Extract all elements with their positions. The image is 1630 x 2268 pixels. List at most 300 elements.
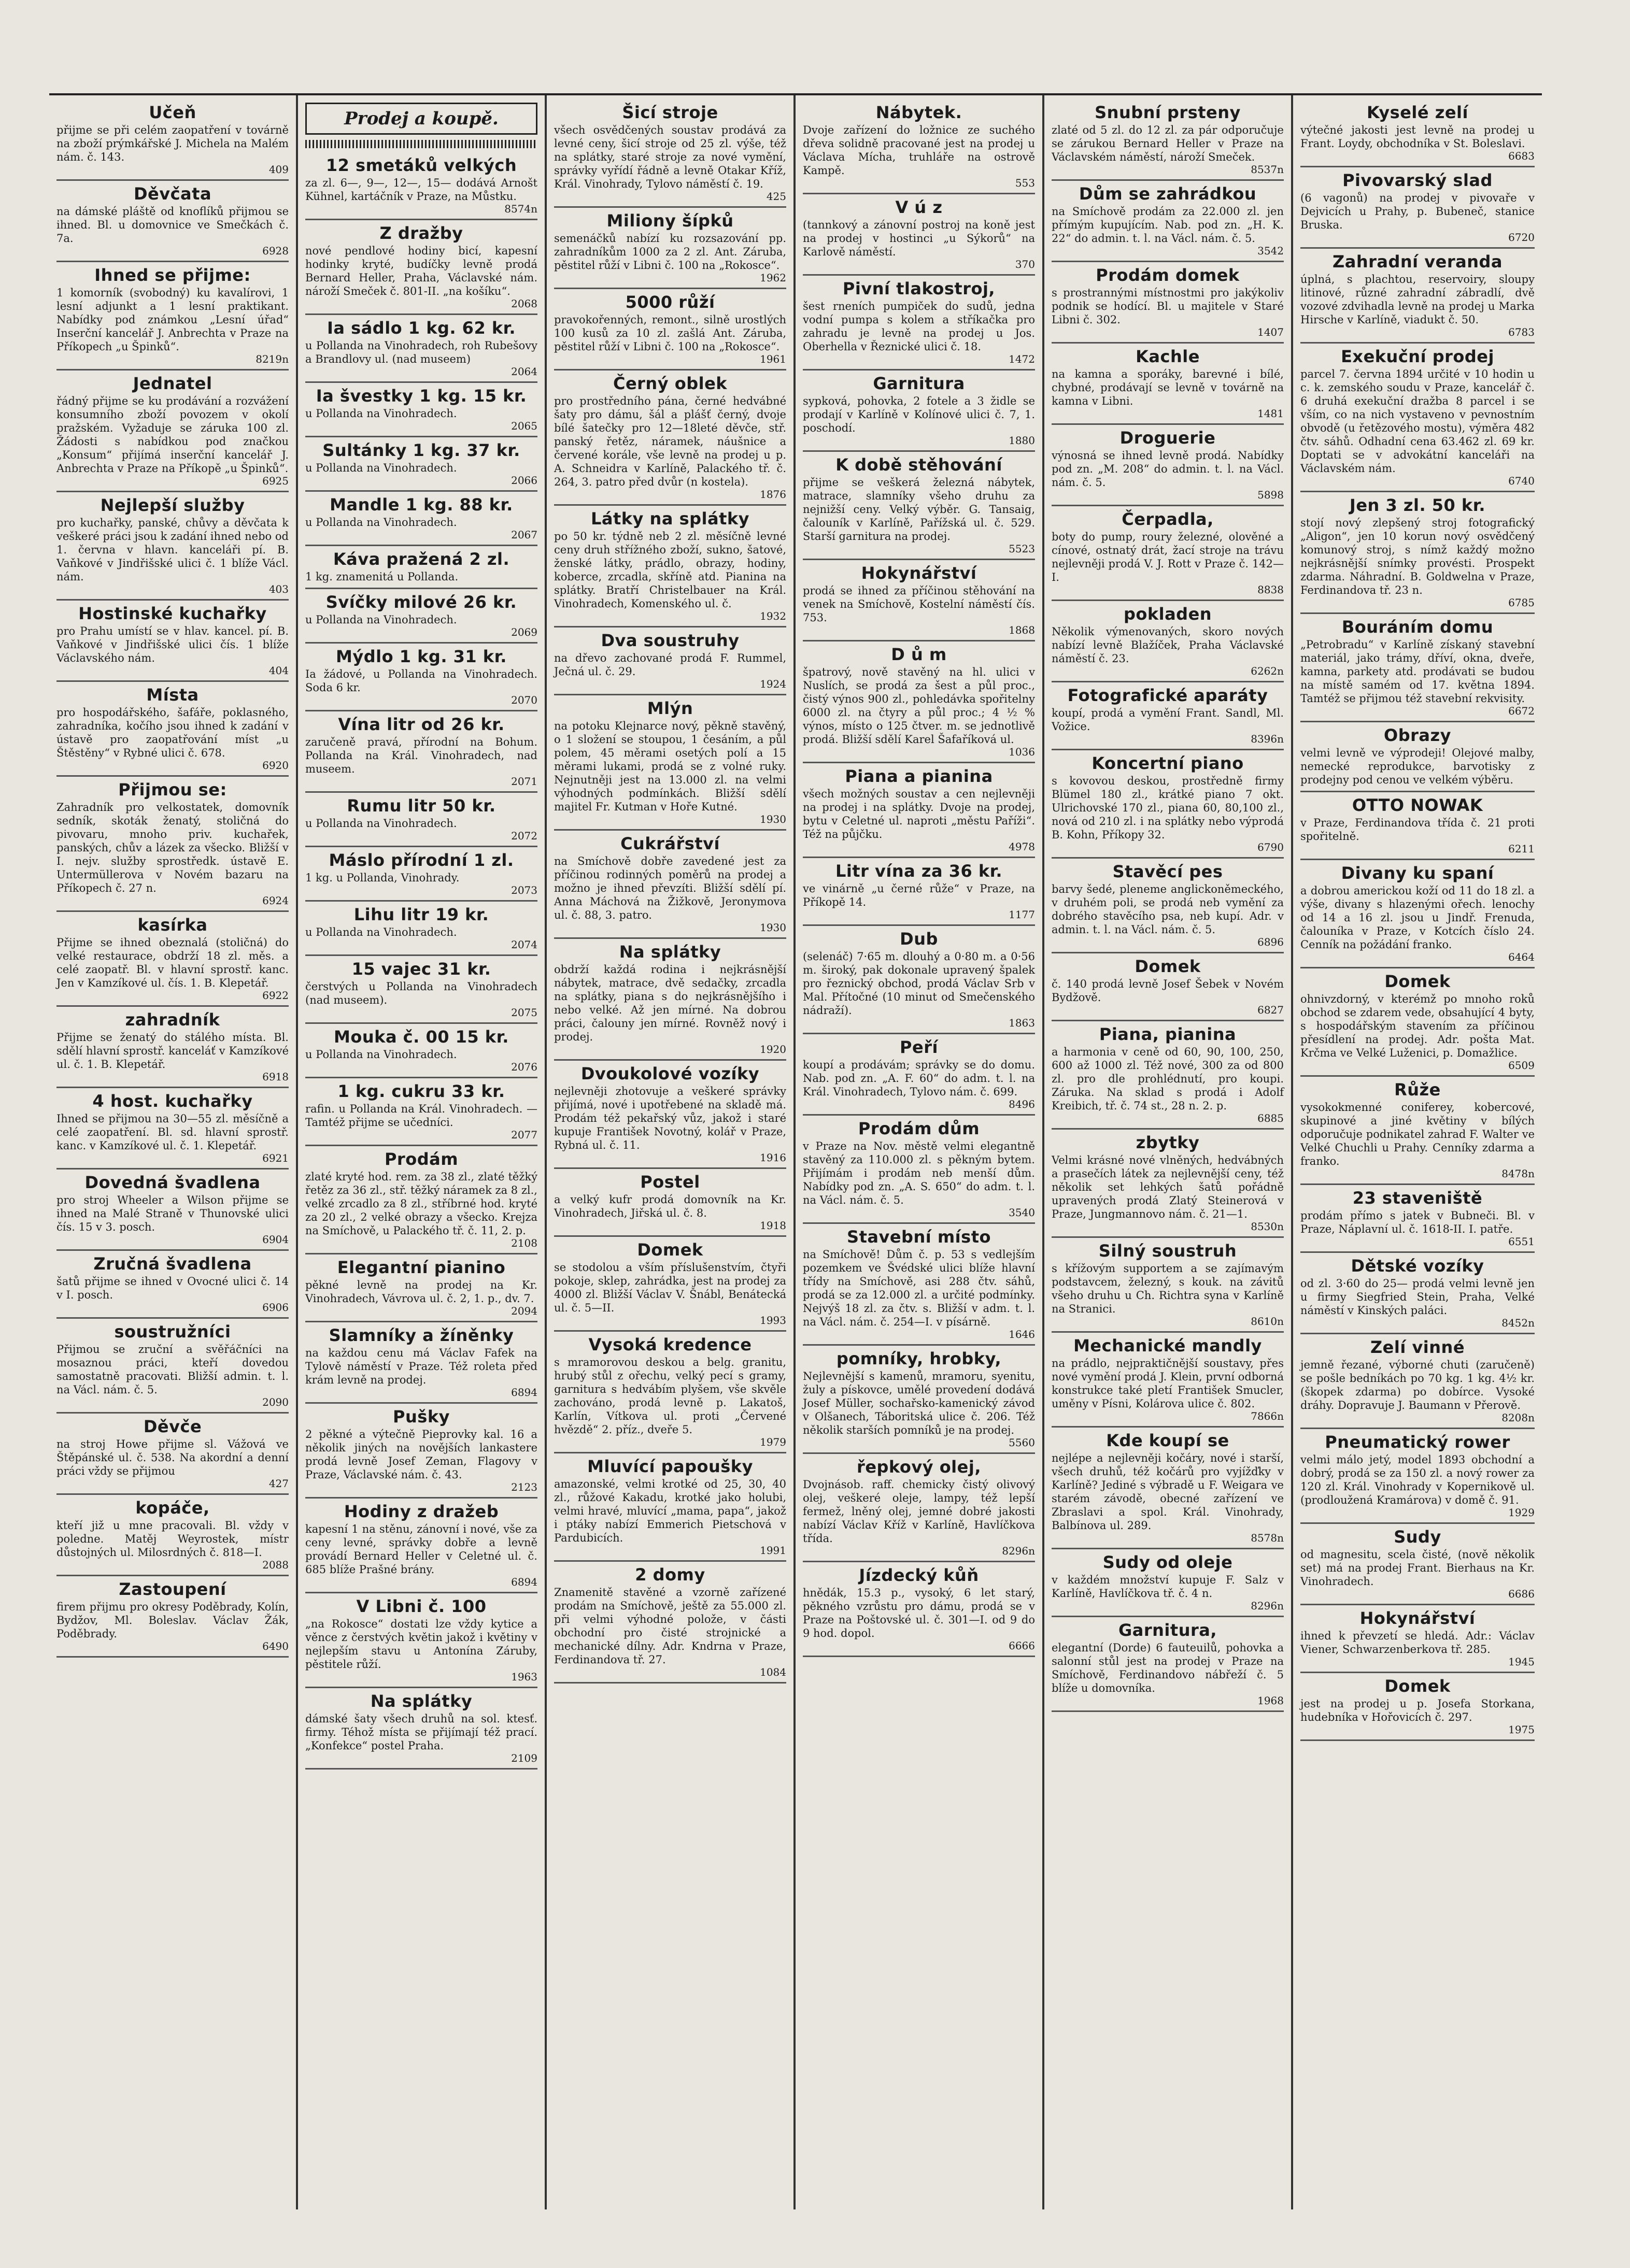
ad-body: řádný přijme se ku prodávání a rozvážení konsumního zboží povozem v okolí pražském. Vyžaduje se záruka 100 zl. Žádosti s nabídkou pod značkou „Konsum“ přijímá inserční kancelář J. Anbrechta v Praze na Příkopě „u Špinků“.	[56, 395, 289, 475]
ad-body: Dvoje zařízení do ložnice ze suchého dřeva solidně pracované jest na prodej u Václava Mícha, truhláře na ostrově Kampě.	[803, 124, 1035, 177]
ad-title: 12 smetáků velkých	[325, 155, 517, 175]
ad-title: Nejlepší služby	[100, 495, 245, 515]
classified-ad	[1300, 1429, 1535, 1524]
ad-body: prodá se ihned za příčinou stěhování na venek na Smíchově, Kostelní náměstí čís. 753.	[803, 584, 1035, 624]
ad-body: všech možných soustav a cen nejlevněji na prodej i na splátky. Dvoje na prodej, bytu v Celetné ul. naproti „městu Paříži“. Též na půjčku.	[803, 788, 1035, 840]
ad-body: (6 vagonů) na prodej v pivovaře v Dejvicích u Prahy, p. Bubeneč, stanice Bruska.	[1300, 192, 1535, 231]
ad-title: Dovedná švadlena	[84, 1173, 261, 1192]
ad-title: Piana, pianina	[1099, 1024, 1237, 1044]
ad-body: elegantní (Dorde) 6 fauteuilů, pohovka a salonní stůl jest na prodej v Praze na Smíchově, Ferdinandovo nábřeží č. 5 blíže u domovníka.	[1052, 1642, 1284, 1694]
ad-title: Na splátky	[619, 942, 721, 962]
ad-body: a velký kufr prodá domovník na Kr. Vinohradech, Jiřská ul. č. 8.	[554, 1193, 786, 1219]
classified-ad	[56, 1251, 289, 1319]
ad-number: 6672	[1508, 705, 1535, 717]
ad-title: Domek	[1384, 972, 1451, 991]
ad-body: v Praze na Nov. městě velmi elegantně stavěný za 110.000 zl. s pěkným bytem. Přijímám i prodám neb menší dům. Nabídky pod zn. „A. S. 650“ do adm. t. l. na Václ. nám. č. 5.	[803, 1140, 1035, 1206]
classified-ad	[1052, 1130, 1284, 1238]
ad-title: Mouka č. 00 15 kr.	[334, 1027, 509, 1047]
ad-title: Hokynářství	[861, 563, 977, 583]
classified-ad	[1300, 1524, 1535, 1605]
ad-number: 1962	[760, 272, 786, 284]
ad-body: na potoku Klejnarce nový, pěkně stavěný, o 1 složení se stoupou, 1 česáním, a půl polem, 45 měrami osetých polí a 15 měrami lukami, prodá se z volné ruky. Nejnutněji jest na 13.000 zl. na velmi výhodných podmínkách. Bližší sdělí majitel Fr. Kutman v Hoře Kutné.	[554, 720, 786, 813]
ad-body: Znamenitě stavěné a vzorně zařízené prodám na Smíchově, ještě za 55.000 zl. při velmi výhodné polože, v části obchodní pro čisté strojnické a mechanické dílny. Adr. Kndrna v Praze, Ferdinandova tř. 27.	[554, 1586, 786, 1666]
classified-ad	[1052, 506, 1284, 601]
classified-ad	[1300, 1334, 1535, 1429]
classified-ad	[554, 939, 786, 1061]
ad-body: pěkné levně na prodej na Kr. Vinohradech, Vávrova ul. č. 2, 1. p., dv. 7.	[305, 1279, 537, 1305]
classified-ad	[803, 641, 1035, 763]
ad-title: Miliony šípků	[606, 211, 734, 231]
classified-ad	[803, 1346, 1035, 1454]
ad-body: zaručeně pravá, přírodní na Bohum. Pollanda na Král. Vinohradech, nad museem.	[305, 736, 537, 775]
ad-number: 5560	[1009, 1436, 1035, 1449]
ad-body: přijme se veškerá železná nábytek, matrace, slamníky všeho druhu za nejnižší ceny. Velký výběr. G. Tansaig, čalouník v Karlíně, Pařížská ul. č. 529. Starší garnitura na prodej.	[803, 476, 1035, 543]
ad-title: Piana a pianina	[845, 766, 993, 786]
ad-number: 6924	[262, 894, 289, 907]
ad-number: 3542	[1257, 245, 1284, 257]
ad-number: 2123	[511, 1481, 537, 1493]
ad-title: Pušky	[393, 1407, 450, 1427]
classified-ad	[305, 793, 537, 847]
ad-title: Na splátky	[370, 1691, 473, 1711]
ad-title: Máslo přírodní 1 zl.	[329, 850, 514, 870]
ad-body: pro prostředního pána, černé hedvábné šaty pro dámu, šál a plášť černý, dvoje bílé šatečky pro 12—18leté děvče, stř. panský řetěz, náramek, náušnice a červené korále, vše levně na prodej u p. A. Schneidra v Karlíně, Palackého tř. č. 264, 3. patro před dvůr (n kostela).	[554, 395, 786, 488]
ad-title: Peří	[900, 1037, 938, 1057]
ad-title: Mandle 1 kg. 88 kr.	[330, 495, 513, 515]
classified-ad	[1300, 249, 1535, 344]
ad-title: Čerpadla,	[1122, 509, 1214, 529]
classified-ad	[803, 1116, 1035, 1224]
ad-number: 6885	[1257, 1112, 1284, 1124]
ad-body: šest rneních pumpiček do sudů, jedna vodní pumpa s kolem a stříkačka pro zahradu je levně na prodej u Jos. Oberhella v Řeznické ulici č. 18.	[803, 300, 1035, 353]
section-header: Prodej a koupě.	[305, 103, 537, 135]
ad-body: na dřevo zachované prodá F. Rummel, Ječná ul. č. 29.	[554, 652, 786, 678]
ad-body: od zl. 3·60 do 25— prodá velmi levně jen u firmy Siegfried Stein, Praha, Velké náměstí v Kinských paláci.	[1300, 1277, 1535, 1317]
classified-ad	[1300, 792, 1535, 860]
ad-title: Ihned se přijme:	[94, 265, 251, 285]
ad-body: pro kuchařky, panské, chůvy a děvčata k veškeré práci jsou k zadání ihned nebo od 1. června v hlavn. kanceláři pí. B. Vaňkové v Jindřišské ulici č. 1 blíže Václ. nám.	[56, 517, 289, 583]
ad-title: Bouráním domu	[1341, 617, 1494, 637]
ad-body: výtečné jakosti jest levně na prodej u Frant. Loydy, obchodníka v St. Boleslavi.	[1300, 124, 1535, 150]
ad-number: 403	[268, 583, 289, 595]
classified-ad	[554, 370, 786, 506]
ad-body: obdrží každá rodina i nejkrásnější nábytek, matrace, dvě sedačky, zrcadla na splátky, piana s do nejkrásnějšího i nebo velké. Až jen mírné. Na dobrou práci, čalouny jen mírné. Rovněž nový i prodej.	[554, 963, 786, 1043]
ad-body: na stroj Howe přijme sl. Vážová ve Štěpánské ul. č. 538. Na akordní a denní práci vždy se přijmou	[56, 1438, 289, 1477]
ad-number: 6211	[1508, 843, 1535, 855]
ad-number: 2109	[511, 1752, 537, 1764]
column-2	[298, 95, 547, 2209]
ad-title: Zahradní veranda	[1333, 252, 1503, 272]
ad-body: za zl. 6—, 9—, 12—, 15— dodává Arnošt Kühnel, kartáčník v Praze, na Můstku.	[305, 177, 537, 203]
ad-body: všech osvědčených soustav prodává za levné ceny, šicí stroje od 25 zl. výše, též na splátky, staré stroje za nové vymění, správky vyřídí řádně a levně Otakar Kříž, Král. Vinohrady, Tylovo náměstí č. 19.	[554, 124, 786, 190]
ad-body: Několik výmenovaných, skoro nových nabízí levně Blažíček, Praha Václavské náměstí č. 23.	[1052, 625, 1284, 665]
classified-ad	[56, 682, 289, 777]
ad-number: 2077	[511, 1129, 537, 1141]
ad-body: na prádlo, nejpraktičnější soustavy, přes nové vymění prodá J. Klein, první odborná konstrukce také pletí František Smucler, uměny v Písni, Kolárova ulice č. 802.	[1052, 1357, 1284, 1410]
classified-ad	[1300, 1185, 1535, 1253]
ad-number: 6490	[262, 1640, 289, 1652]
classified-ad	[1300, 1253, 1535, 1334]
ad-title: pomníky, hrobky,	[836, 1349, 1002, 1368]
ad-number: 6928	[262, 245, 289, 257]
ad-body: Ia žádové, u Pollanda na Vinohradech. Soda 6 kr.	[305, 668, 537, 694]
ad-title: Mlýn	[647, 698, 693, 718]
classified-ad	[305, 220, 537, 315]
ad-body: u Pollanda na Vinohradech.	[305, 817, 457, 830]
ad-title: řepkový olej,	[857, 1457, 981, 1477]
ad-title: 1 kg. cukru 33 kr.	[337, 1081, 505, 1101]
ad-body: u Pollanda na Vinohradech, roh Rubešovy a Brandlovy ul. (nad museem)	[305, 339, 537, 365]
ad-number: 6827	[1257, 1004, 1284, 1016]
ad-number: 370	[1015, 258, 1035, 270]
ad-number: 6894	[511, 1386, 537, 1399]
classified-ad	[1300, 968, 1535, 1077]
ad-number: 2073	[511, 884, 537, 896]
ad-number: 427	[268, 1477, 289, 1490]
ad-body: úplná, s plachtou, reservoiry, sloupy litinové, různé zahradní zábradlí, dvě vozové zdvihadla levně na prodej u Marka Hirsche v Karlíně, viadukt č. 50.	[1300, 273, 1535, 326]
ad-title: Domek	[637, 1240, 703, 1260]
classified-ad	[1052, 1617, 1284, 1712]
classified-ad	[305, 1254, 537, 1322]
ad-body: semenáčků nabízí ku rozsazování pp. zahradníkům 1000 za 2 zl. Ant. Záruba, pěstitel růží v Libni č. 100 na „Rokosce“.	[554, 232, 786, 272]
ad-number: 2090	[262, 1396, 289, 1408]
ad-title: Kachle	[1136, 347, 1200, 366]
ad-body: nejlevněji zhotovuje a veškeré správky přijímá, nové i upotřebené na skladě má. Prodám též pekařský vůz, jakož i staré kupuje František Novotný, kolář v Praze, Rybná ul. č. 11.	[554, 1085, 786, 1151]
ad-title: 4 host. kuchařky	[92, 1091, 253, 1111]
classified-ad	[56, 181, 289, 262]
ad-title: Garnitura	[873, 374, 965, 393]
ad-number: 6790	[1257, 841, 1284, 853]
classified-ad	[56, 370, 289, 492]
ad-number: 6686	[1508, 1588, 1535, 1600]
classified-ad	[1300, 1077, 1535, 1185]
ad-number: 8838	[1257, 583, 1284, 596]
ad-body: 1 kg. znamenitá u Pollanda.	[305, 570, 459, 583]
ad-body: „na Rokosce“ dostati lze vždy kytice a věnce z čerstvých květin jakož i květiny v nejlepším stavu u Antonína Záruby, pěstitele růží.	[305, 1618, 537, 1671]
ad-number: 1646	[1009, 1328, 1035, 1340]
ad-body: Přijmou se zruční a svěřáčníci na mosaznou práci, kteří dovedou samostatně pracovati. Bližší admin. t. l. na Václ. nám. č. 5.	[56, 1343, 289, 1396]
classified-ad	[56, 1414, 289, 1495]
ad-number: 2075	[511, 1006, 537, 1019]
ad-number: 2066	[511, 474, 537, 487]
ad-title: Mýdlo 1 kg. 31 kr.	[336, 647, 507, 666]
classified-ad	[305, 644, 537, 711]
ad-body: na Smíchově dobře zavedené jest za příčinou rodinných poměrů na prodej a možno je ihned převzíti. Bližší sdělí pí. Anna Máchová na Žižkově, Jeronymova ul. č. 88, 3. patro.	[554, 855, 786, 921]
ad-number: 7866n	[1251, 1410, 1284, 1422]
ad-number: 2088	[262, 1559, 289, 1571]
classified-ad	[1052, 859, 1284, 953]
ad-number: 8530n	[1251, 1220, 1284, 1233]
ad-number: 2071	[511, 775, 537, 788]
ad-body: s mramorovou deskou a belg. granitu, hrubý stůl z ořechu, velký pecí s gramy, garnitura s hedvábím plyšem, vše skvěle zachováno, prodá levně p. Lakatoš, Karlín, Vítkova ul. proti „Červené hvězdě“ 2. příz., dveře 5.	[554, 1356, 786, 1436]
classified-ad	[803, 276, 1035, 370]
ad-number: 1472	[1009, 353, 1035, 365]
classified-ad	[554, 831, 786, 939]
classified-ad	[56, 1319, 289, 1414]
ad-number: 1407	[1257, 326, 1284, 338]
classified-ad	[1300, 1605, 1535, 1673]
ad-number: 1918	[760, 1219, 786, 1232]
ad-body: pro stroj Wheeler a Wilson přijme se ihned na Malé Straně v Thunovské ulici čís. 15 v 3. posch.	[56, 1194, 289, 1233]
classified-ad	[305, 956, 537, 1024]
ad-title: Domek	[1384, 1676, 1451, 1696]
ad-body: na dámské pláště od knoflíků přijmou se ihned. Bl. u domovnice ve Smečkách č. 7a.	[56, 205, 289, 245]
ad-body: barvy šedé, pleneme anglickoněmeckého, v druhém poli, se prodá neb vymění za dobrého stavěcího psa, neb kupí. Adr. v admin. t. l. na Václ. nám. č. 5.	[1052, 883, 1284, 936]
ad-body: na každou cenu má Václav Fafek na Tylově náměstí v Praze. Též roleta před krám levně na prodej.	[305, 1347, 537, 1386]
ad-title: Ia švestky 1 kg. 15 kr.	[316, 386, 527, 406]
ad-number: 1932	[760, 610, 786, 622]
ad-body: u Pollanda na Vinohradech.	[305, 407, 457, 420]
ad-title: Kde koupí se	[1106, 1431, 1229, 1450]
classified-ad	[554, 1562, 786, 1684]
classified-ad	[803, 1562, 1035, 1657]
ad-title: 15 vajec 31 kr.	[351, 959, 491, 979]
ad-number: 553	[1015, 177, 1035, 189]
ad-title: Hodiny z dražeb	[344, 1502, 499, 1521]
ad-title: Kyselé zelí	[1367, 103, 1468, 122]
classified-ad	[56, 1576, 289, 1658]
classified-ad	[554, 627, 786, 695]
ad-body: nejlépe a nejlevněji kočáry, nové i starší, všech druhů, též kočárů pro vyjížďky v Karlíně? Jediné s výbradě u F. Weigara ve starém závodě, obecné zařízení ve Zbraslavi a spol. Král. Vinohrady, Balbínova ul. 289.	[1052, 1452, 1284, 1532]
ad-number: 2067	[511, 529, 537, 541]
ad-title: Sudy	[1394, 1527, 1441, 1547]
classified-ad	[305, 1146, 537, 1254]
column-3	[547, 95, 796, 2209]
ad-body: zlaté od 5 zl. do 12 zl. za pár odporučuje se zárukou Bernard Heller v Praze na Václavském náměstí, nároží Smeček.	[1052, 124, 1284, 163]
classified-ad	[1052, 1428, 1284, 1549]
ad-title: OTTO NOWAK	[1352, 795, 1483, 815]
ad-number: 6740	[1508, 475, 1535, 487]
ad-title: Nábytek.	[875, 103, 962, 122]
ad-number: 2070	[511, 694, 537, 706]
ad-title: Silný soustruh	[1098, 1241, 1237, 1261]
ad-body: od magnesitu, scela čisté, (nově několik set) má na prodej Frant. Bierhaus na Kr. Vinohradech.	[1300, 1548, 1535, 1588]
ad-number: 8610n	[1251, 1315, 1284, 1328]
ad-body: prodám přímo s jatek v Bubneči. Bl. v Praze, Náplavní ul. č. 1618-II. I. patře.	[1300, 1209, 1535, 1235]
classified-ad	[803, 763, 1035, 858]
ad-body: Velmi krásné nové vlněných, hedvábných a prasečích látek za nejlevnější ceny, též několik set lehkých šatů pořádně upravených prodá Zlatý Steinerová v Praze, Jungmannovo nám. č. 21—1.	[1052, 1154, 1284, 1220]
classified-ad	[803, 858, 1035, 926]
classified-ad	[305, 1322, 537, 1404]
ad-title: Káva pražená 2 zl.	[333, 549, 510, 569]
classified-ad	[554, 208, 786, 289]
ad-body: přijme se při celém zaopatření v továrně na zboží prýmkářské J. Michela na Malém nám. č. 143.	[56, 124, 289, 163]
ad-body: Přijme se ženatý do stálého místa. Bl. sdělí hlavní sprostř. kanceláť v Kamzíkové ul. č. 1. B. Klepetář.	[56, 1031, 289, 1071]
ad-number: 1924	[760, 678, 786, 690]
classified-ad	[1300, 99, 1535, 167]
ad-title: Šicí stroje	[622, 103, 718, 122]
ad-body: výnosná se ihned levně prodá. Nabídky pod zn. „M. 208“ do admin. t. l. na Václ. nám. č. 5.	[1052, 449, 1284, 489]
classified-ad	[305, 589, 537, 644]
ad-number: 6906	[262, 1301, 289, 1314]
ad-number: 2108	[511, 1237, 537, 1249]
ad-body: pro Prahu umístí se v hlav. kancel. pí. B. Vaňkové v Jindřišské ulici čís. 1 blíže Václavského nám.	[56, 625, 289, 664]
classified-ad	[56, 1007, 289, 1088]
ad-body: ve vinárně „u černé růže“ v Praze, na Příkopě 14.	[803, 882, 1035, 908]
ad-number: 1481	[1257, 407, 1284, 420]
ad-body: ihned k převzetí se hledá. Adr.: Václav Viener, Schwarzenberkova tř. 285.	[1300, 1630, 1535, 1656]
ad-title: Jízdecký kůň	[859, 1565, 979, 1585]
classified-ad	[305, 437, 537, 492]
classified-ad	[305, 1404, 537, 1499]
ad-number: 1993	[760, 1314, 786, 1326]
ad-title: Lihu litr 19 kr.	[353, 905, 489, 924]
ad-title: Garnitura,	[1118, 1620, 1217, 1640]
ad-body: s prostrannými místnostmi pro jakýkoliv podnik se hodící. Bl. u majitele v Staré Libni č. 302.	[1052, 287, 1284, 326]
ad-body: pro hospodářského, šafáře, poklasného, zahradníka, kočího jsou ihned k zadání v ústavě pro zaopatřování míst „u Štěstěny“ v Rybné ulici č. 678.	[56, 706, 289, 759]
ad-body: stojí nový zlepšený stroj fotografický „Aligon“, jen 10 korun nový osvědčený komunový stroj, s nímž každý možno nejkrásnější snímky provésti. Prospekt zdarma. Náhradní. B. Goldwelna v Praze, Ferdinandova tř. 23 n.	[1300, 517, 1535, 596]
ad-body: koupí a prodávám; správky se do domu. Nab. pod zn. „A. F. 60“ do adm. t. l. na Král. Vinohradech, Tylovo nám. č. 699.	[803, 1059, 1035, 1098]
ad-number: 1868	[1009, 624, 1035, 636]
classified-ad	[56, 1169, 289, 1251]
ad-number: 6896	[1257, 936, 1284, 948]
ad-number: 2074	[511, 938, 537, 951]
ad-title: soustružníci	[114, 1322, 231, 1342]
ad-body: po 50 kr. týdně neb 2 zl. měsíčně levné ceny druh střížného zboží, sukno, šatové, ženské látky, prádlo, obrazy, hodiny, koberce, zrcadla, skříně atd. Pianina na splátky. Bratří Christelbauer na Král. Vinohradech, Komenského ul. č.	[554, 530, 786, 610]
ad-title: Sudy od oleje	[1102, 1552, 1233, 1572]
ad-number: 2076	[511, 1061, 537, 1073]
ad-title: Pivovarský slad	[1342, 170, 1493, 190]
ad-title: V ú z	[895, 197, 943, 217]
ad-title: Z dražby	[379, 223, 463, 243]
ad-number: 8496	[1009, 1098, 1035, 1110]
ad-number: 6921	[262, 1152, 289, 1164]
classified-ad	[1052, 1021, 1284, 1130]
classified-ad	[554, 506, 786, 627]
ad-body: hnědák, 15.3 p., vysoký, 6 let starý, pěkného vzrůstu pro dámu, prodá se v Praze na Poštovské ul. č. 301—I. od 9 do 9 hod. dopol.	[803, 1587, 1035, 1639]
ad-body: velmi levně ve výprodeji! Olejové malby, nemecké reprodukce, barvotisky z prodejny pod cenou ve velkém výběru.	[1300, 747, 1535, 786]
ad-title: Děvčata	[133, 184, 212, 204]
ad-number: 1920	[760, 1043, 786, 1055]
ad-body: Dvojnásob. raff. chemicky čistý olivový olej, veškeré oleje, lampy, též lepší fermež, lněný olej, jemné dobré jakosti nabízí Václav Kříž v Karlíně, Havlíčkova třída.	[803, 1478, 1035, 1545]
ad-number: 3540	[1009, 1206, 1035, 1219]
classified-ad	[554, 99, 786, 208]
ad-title: Zastoupení	[119, 1579, 226, 1599]
ad-body: s kovovou deskou, prostředně firmy Blümel 180 zl., krátké piano 7 okt. Ulrichovské 170 zl., piana 60, 80,100 zl., nová od 210 zl. i na splátky nebo výprodá B. Kohn, Příkopy 32.	[1052, 775, 1284, 841]
ad-number: 6920	[262, 759, 289, 772]
ad-number: 1945	[1508, 1656, 1535, 1668]
ad-number: 6783	[1508, 326, 1535, 338]
column-5	[1044, 95, 1293, 2209]
classified-ad	[1300, 722, 1535, 792]
ad-body: u Pollanda na Vinohradech.	[305, 516, 457, 529]
classified-ad	[305, 711, 537, 793]
ad-number: 1880	[1009, 434, 1035, 447]
column-1	[49, 95, 298, 2209]
ad-body: Nejlevnější s kamenů, mramoru, syenitu, žuly a pískovce, umělé provedení dodává Josef Müller, sochařsko-kamenický závod v Olšanech, Táboritská ulice č. 206. Též několik starších pomníků je na prodej.	[803, 1370, 1035, 1436]
ad-body: v Praze, Ferdinandova třída č. 21 proti spořitelně.	[1300, 817, 1535, 843]
ad-number: 1975	[1508, 1723, 1535, 1736]
ad-body: na Smíchově prodám za 22.000 zl. jen přímým kupujícím. Nab. pod zn. „H. K. 22“ do admin. t. l. na Václ. nám. č. 5.	[1052, 205, 1284, 245]
ad-title: zbytky	[1136, 1133, 1200, 1152]
ad-title: 23 staveniště	[1352, 1188, 1483, 1208]
ad-title: Ia sádlo 1 kg. 62 kr.	[327, 318, 516, 338]
ad-title: Rumu litr 50 kr.	[347, 796, 496, 816]
classified-ad	[56, 601, 289, 682]
classified-ad	[1052, 344, 1284, 425]
ad-number: 5898	[1257, 489, 1284, 501]
ad-number: 5523	[1009, 543, 1035, 555]
ad-number: 1963	[511, 1671, 537, 1683]
classified-ad	[56, 262, 289, 370]
ad-title: Stavební místo	[847, 1227, 991, 1247]
ad-title: Obrazy	[1384, 725, 1451, 745]
header-rule	[305, 140, 537, 148]
ad-body: rafin. u Pollanda na Král. Vinohradech. — Tamtéž přijme se učedníci.	[305, 1103, 537, 1129]
classified-ad	[305, 847, 537, 902]
ad-number: 8537n	[1251, 163, 1284, 176]
ad-body: velmi málo jetý, model 1893 obchodní a dobrý, prodá se za 150 zl. a nový rower za 120 zl. Král. Vinohrady v Kopernikově ul. (prodloužená Kramárova) v domě č. 91.	[1300, 1453, 1535, 1506]
ad-title: Domek	[1135, 957, 1201, 976]
ad-number: 2068	[511, 297, 537, 310]
classified-ad	[56, 492, 289, 601]
ad-body: firem přijmu pro okresy Poděbrady, Kolín, Bydžov, Ml. Boleslav. Václav Žák, Poděbrady.	[56, 1601, 289, 1640]
ad-title: V Libni č. 100	[356, 1596, 487, 1616]
ad-body: kteří již u mne pracovali. Bl. vždy v poledne. Matěj Weyrostek, místr důstojných ul. Milosrdných č. 818—I.	[56, 1519, 289, 1559]
ad-body: (tannkový a zánovní postroj na koně jest na prodej v hostinci „u Sýkorů“ na Karlově náměstí.	[803, 219, 1035, 258]
ad-number: 1876	[760, 488, 786, 501]
classified-ad	[56, 1088, 289, 1169]
classified-ad	[1052, 1238, 1284, 1333]
ad-number: 8452n	[1501, 1317, 1535, 1329]
ad-number: 1916	[760, 1151, 786, 1164]
ad-title: D ů m	[891, 645, 947, 664]
ad-body: nové pendlové hodiny bicí, kapesní hodinky kryté, budíčky levně prodá Bernard Heller, Praha, Václavské nám. nároží Smeček č. 801-II. „na košíku“.	[305, 245, 537, 297]
ad-body: vysokokmenné coniferey, kobercové, skupinové a jiné květiny v bílých odporučuje podnikatel zahrad F. Walter ve Velké Chuchli u Prahy. Cenníky zdarma a franko.	[1300, 1101, 1535, 1167]
classified-ad	[1052, 99, 1284, 181]
ad-body: v každém množství kupuje F. Salz v Karlíně, Havlíčkova tř. č. 4 n.	[1052, 1574, 1284, 1600]
ad-number: 1084	[760, 1666, 786, 1678]
ad-body: u Pollanda na Vinohradech.	[305, 462, 457, 474]
ad-title: Slamníky a žíněnky	[329, 1325, 514, 1345]
ad-number: 8296n	[1002, 1545, 1035, 1557]
classified-ad	[305, 902, 537, 956]
ad-title: Jednatel	[133, 374, 212, 393]
classified-ad	[803, 452, 1035, 560]
ad-body: ohnivzdorný, v kterémž po mnoho roků obchod se zdarem vede, obsahující 4 byty, s hospodářským stavením za příčinou přesídlení na prodej. Adr. pošta Mat. Krčma ve Velké Luženici, p. Domažlice.	[1300, 993, 1535, 1059]
ad-number: 1979	[760, 1436, 786, 1448]
classified-ad	[1052, 425, 1284, 506]
ad-number: 6922	[262, 989, 289, 1002]
classified-ad	[305, 546, 537, 589]
ad-body: s křížovým supportem a se zajímavým podstavcem, železný, s kouk. na závitů všeho druhu u Ch. Richtra syna v Karlíně na Stranici.	[1052, 1262, 1284, 1315]
classified-ad	[56, 1495, 289, 1576]
ad-body: č. 140 prodá levně Josef Šebek v Novém Bydžově.	[1052, 978, 1284, 1004]
ad-body: u Pollanda na Vinohradech.	[305, 926, 457, 938]
ad-number: 2094	[511, 1305, 537, 1317]
classified-ad	[305, 152, 537, 220]
classified-ad	[1052, 953, 1284, 1021]
ad-title: Dětské vozíky	[1351, 1256, 1484, 1276]
classified-ad	[554, 695, 786, 831]
ad-title: Mechanické mandly	[1073, 1336, 1262, 1356]
ad-body: 1 kg. u Pollanda, Vinohrady.	[305, 872, 460, 884]
ad-title: Prodám domek	[1096, 265, 1240, 285]
ad-title: 2 domy	[635, 1565, 705, 1585]
ad-body: parcel 7. června 1894 určité v 10 hodin u c. k. zemského soudu v Praze, kancelář č. 6 druhá exekuční dražba 8 parcel i se vším, co na nich vystaveno v pevnostním obvodě (u řetězového mostu), výměra 482 čtv. sáhů. Odhadní cena 63.462 zl. 69 kr. Doptati se v advokátní kanceláři na Václavském nám.	[1300, 368, 1535, 475]
ad-body: jest na prodej u p. Josefa Storkana, hudebníka v Hořovicích č. 297.	[1300, 1698, 1535, 1723]
ad-body: pravokořenných, remont., silně urostlých 100 kusů za 10 zl. zašlá Ant. Záruba, pěstitel růží v Libni č. 100 na „Rokosce“.	[554, 313, 786, 353]
classified-ad	[1300, 167, 1535, 249]
ad-title: Litr vína za 36 kr.	[835, 861, 1003, 881]
ad-title: Prodám dům	[858, 1119, 980, 1138]
ad-body: jemně řezané, výborné chuti (zaručeně) se pošle bedníkách po 70 kg. 1 kg. 4½ kr. (škopek zdarma) po dobírce. Vysoké dráhy. Dopravuje J. Baumann v Přerově.	[1300, 1359, 1535, 1411]
column-6	[1293, 95, 1542, 2209]
ad-title: Postel	[640, 1172, 700, 1192]
ad-number: 6785	[1508, 596, 1535, 609]
ad-title: Vína litr od 26 kr.	[338, 715, 505, 734]
ad-title: Vysoká kredence	[588, 1335, 752, 1354]
